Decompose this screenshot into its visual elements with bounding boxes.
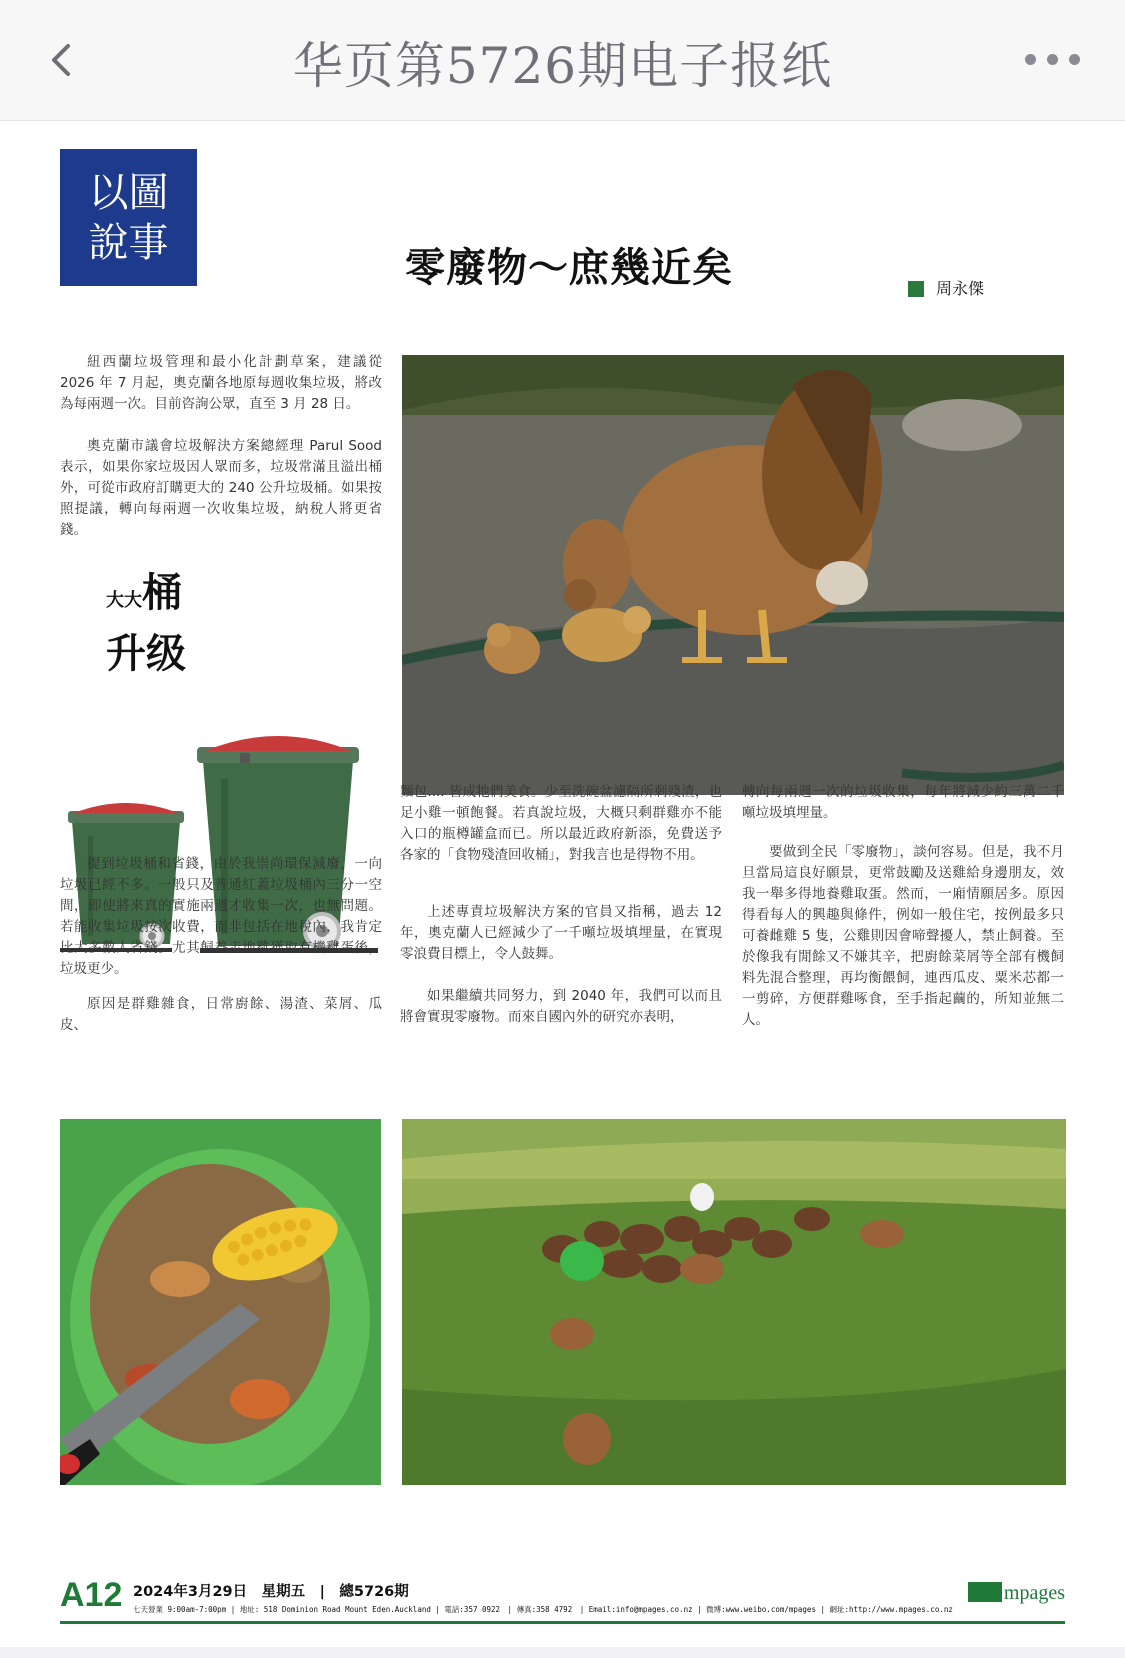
- page-number: A12: [60, 1576, 123, 1614]
- article-headline: 零廢物～庶幾近矣: [405, 244, 733, 291]
- more-dot: [1047, 54, 1058, 65]
- back-button[interactable]: [44, 40, 84, 80]
- more-button[interactable]: [1025, 44, 1085, 74]
- paragraph-2: 奧克蘭市議會垃圾解決方案總經理 Parul Sood 表示，如果你家垃圾因人眾而多，垃圾常滿且溢出桶外，可從市政府訂購更大的 240 公升垃圾桶。如果按照提議，轉向每兩週一次收集垃圾，納稅人將更省錢。: [60, 438, 382, 538]
- more-dot: [1069, 54, 1080, 65]
- section-tag: [60, 149, 197, 286]
- author-marker-icon: [908, 281, 924, 297]
- mpages-logo: [968, 1582, 1065, 1605]
- contact-line: 七天營業 9:00am-7:00pm | 地址: 518 Dominion Road Mount Eden.Auckland | 電話:357 0922 | 傳真:358 4792 | Email:info@mpages.co.nz | 微博:www.weibo.com/mpages | 網址:http://www.mpages.co.nz: [133, 1605, 953, 1614]
- issue-date-line: 2024年3月29日 星期五 | 總5726期: [133, 1584, 409, 1600]
- bins-caption-upgrade: 升级: [106, 631, 186, 677]
- bins-caption-small: 大大: [106, 590, 142, 611]
- bottom-margin: [0, 1647, 1125, 1658]
- section-tag-line1: 以圖: [88, 169, 169, 216]
- article-author: [908, 276, 984, 299]
- mpages-logo-mark-icon: [968, 1582, 1002, 1602]
- paragraph-1: 紐西蘭垃圾管理和最小化計劃草案，建議從 2026 年 7 月起，奧克蘭各地原每週收集垃圾，將改為每兩週一次。目前咨詢公眾，直至 3 月 28 日。: [60, 354, 382, 412]
- paragraph-6: 上述專責垃圾解決方案的官員又指稱，過去 12 年，奧克蘭人已經減少了一千噸垃圾填埋量，在實現零浪費目標上，令人鼓舞。: [400, 904, 722, 962]
- food-scraps-bowl-photo: [60, 1119, 381, 1485]
- more-dots-icon: [1025, 54, 1036, 65]
- footer-rule: [60, 1621, 1065, 1624]
- chevron-left-icon: [44, 40, 84, 80]
- paragraph-8: 轉向每兩週一次的垃圾收集，每年將減少約三萬二千噸垃圾填埋量。: [742, 784, 1064, 821]
- paragraph-5: 麵包.... 皆成牠們美食。少至洗碗盆濾隔所剩殘渣，也足小雞一頓飽餐。若真說垃圾，大概只剩群雞亦不能入口的瓶樽罐盒而已。所以最近政府新添，免費送予各家的「食物殘渣回收桶」，對我言也是得物不用。: [400, 784, 722, 863]
- page-footer: [60, 1576, 1065, 1636]
- section-tag-line2: 說事: [88, 219, 169, 266]
- paragraph-3: 提到垃圾桶和省錢，由於我崇尚環保減廢，一向垃圾已經不多。一般只及普通紅蓋垃圾桶內三分一空間，即使將來真的實施兩週才收集一次，也無問題。若能收集垃圾按次收費，而非包括在地稅內，我肯定比大多數人省錢。尤其飼養走地雞獲取有機雞蛋後，垃圾更少。: [60, 856, 382, 977]
- page-title: 华页第5726期电子报纸: [292, 37, 833, 95]
- newspaper-page: [0, 121, 1125, 1658]
- paragraph-9: 要做到全民「零廢物」，談何容易。但是，我不月旦當局這良好願景，更常鼓勵及送雞給身邊朋友，效我一舉多得地養雞取蛋。然而，一廂情願居多。原因得看每人的興趣與條件，例如一般住宅，按例最多只可養雌雞 5 隻，公雞則因會啼聲擾人，禁止飼養。至於像我有閒餘又不嫌其辛，把廚餘菜屑等全部有機飼料先混合整理，再均衡餵飼，連西瓜皮、粟米芯都一一剪碎，方便群雞啄食，至手指起繭的，所知並無二人。: [742, 844, 1064, 1028]
- logo-text: mpages: [1003, 1582, 1065, 1604]
- chickens-on-lawn-photo: [402, 1119, 1066, 1485]
- author-name: 周永傑: [936, 279, 985, 298]
- paragraph-4: 原因是群雞雜食，日常廚餘、湯渣、菜屑、瓜皮、: [60, 996, 382, 1033]
- app-header: [0, 0, 1125, 121]
- bins-caption-big: 桶: [142, 570, 182, 616]
- paragraph-7: 如果繼續共同努力，到 2040 年，我們可以而且將會實現零廢物。而來自國內外的研究亦表明，: [400, 988, 722, 1025]
- hen-with-chicks-photo: [402, 355, 1064, 795]
